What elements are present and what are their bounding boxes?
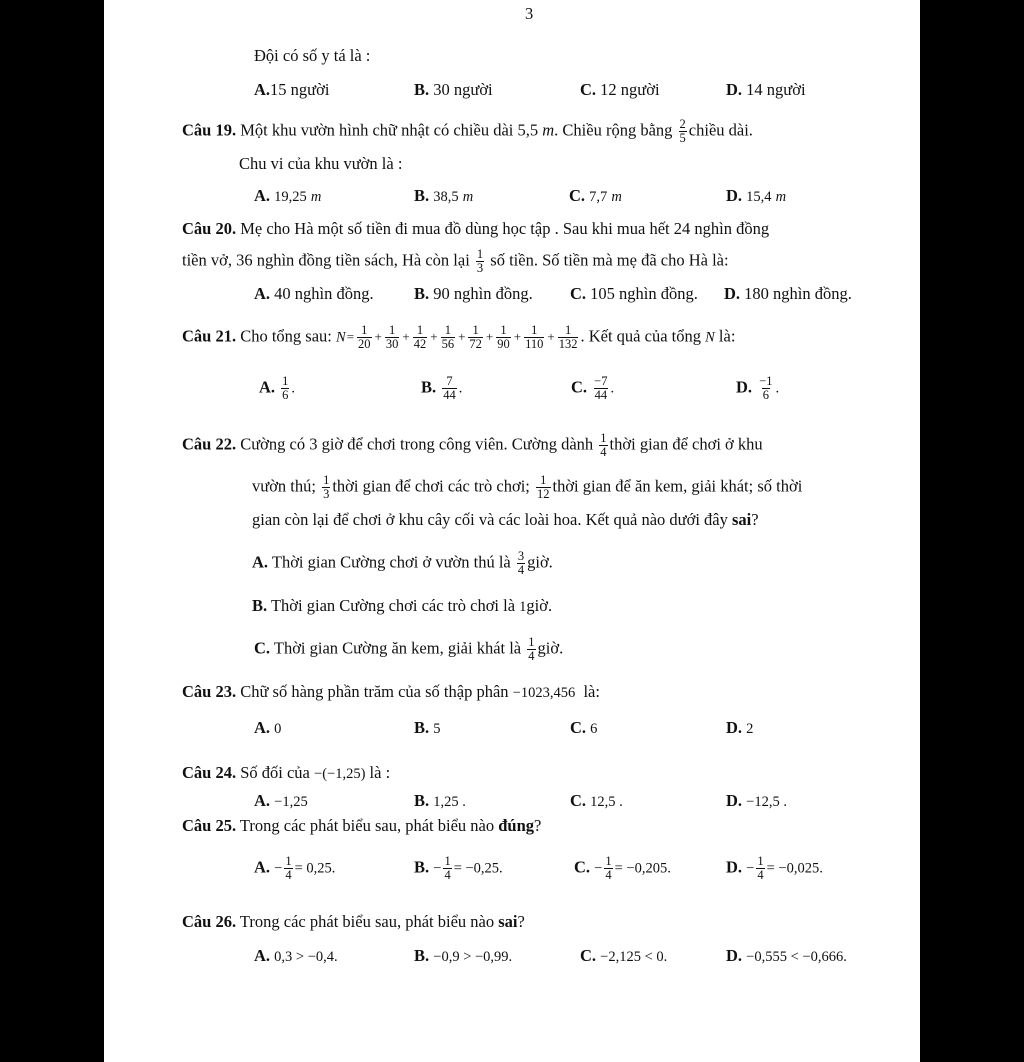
- q25-label: Câu 25.: [182, 816, 237, 835]
- intro-text: Đội có số y tá là :: [254, 46, 371, 65]
- q26-question: Câu 26. Trong các phát biểu sau, phát biểu nào sai?: [182, 912, 525, 931]
- q22-question-line2: vườn thú; $\frac{1}{3}$ thời gian để chơi các trò chơi; $\frac{1}{12}$ thời gian để ăn kem, giải khát; số thời: [252, 473, 803, 501]
- q24-option-d: D. −12,5 .: [726, 791, 787, 810]
- q26-option-b: B. −0,9 > −0,99.: [414, 946, 513, 965]
- q23-label: Câu 23.: [182, 682, 237, 701]
- q25-question: Câu 25. Trong các phát biểu sau, phát biểu nào đúng?: [182, 816, 542, 835]
- q21-option-d: D. $\frac{-1}{6}$ .: [736, 374, 780, 402]
- q19-option-a: A. 19,25 m: [254, 186, 322, 205]
- q23-question: Câu 23. Chữ số hàng phần trăm của số thập phân −1023,456 là:: [182, 682, 600, 701]
- q26-option-d: D. −0,555 < −0,666.: [726, 946, 847, 965]
- q20-option-b: B. 90 nghìn đồng.: [414, 284, 533, 303]
- q20-label: Câu 20.: [182, 219, 237, 238]
- q19-option-c: C. 7,7 m: [569, 186, 622, 205]
- q26-option-c: C. −2,125 < 0.: [580, 946, 668, 965]
- q24-option-b: B. 1,25 .: [414, 791, 466, 810]
- q24-label: Câu 24.: [182, 763, 237, 782]
- q18-option-c: C. 12 người: [580, 80, 660, 99]
- q21-label: Câu 21.: [182, 326, 237, 346]
- q26-label: Câu 26.: [182, 912, 237, 931]
- q24-option-a: A. −1,25: [254, 791, 308, 810]
- q23-option-c: C. 6: [570, 718, 598, 737]
- q20-option-a: A. 40 nghìn đồng.: [254, 284, 374, 303]
- q21-frac-5: $\frac{1}{72}$: [469, 323, 482, 351]
- q21-option-c: C. $\frac{-7}{44}$ .: [571, 374, 615, 402]
- document-page: [104, 0, 920, 1062]
- q22-option-c: C. Thời gian Cường ăn kem, giải khát là $\frac{1}{4}$ giờ.: [254, 635, 564, 663]
- q19-question: Câu 19. Một khu vườn hình chữ nhật có chiều dài 5,5 m. Chiều rộng bằng $\frac{2}{5}$ chiều dài.: [182, 117, 753, 145]
- q21-frac-7: $\frac{1}{110}$: [525, 323, 544, 351]
- q23-option-d: D. 2: [726, 718, 754, 737]
- q18-option-d: D. 14 người: [726, 80, 806, 99]
- q22-question-line1: Câu 22. Cường có 3 giờ để chơi trong công viên. Cường dành $\frac{1}{4}$ thời gian để chơi ở khu: [182, 431, 763, 459]
- q25-option-d: D. − $\frac{1}{4}$ = −0,025.: [726, 854, 823, 882]
- q21-frac-1: $\frac{1}{20}$: [358, 323, 371, 351]
- q21-question: Câu 21. Cho tổng sau: N= $\frac{1}{20}$ + $\frac{1}{30}$ + $\frac{1}{42}$ + $\frac{1}{56}$ + $\frac{1}{72}$ + $\frac{1}{90}$ + $\frac{1}{110}$ + $\frac{1}{132}$ . Kết quả của tổng N là:: [182, 323, 736, 351]
- page-number: 3: [525, 4, 534, 23]
- q19-fraction: $\frac{2}{5}$: [679, 117, 686, 145]
- q20-fraction: $\frac{1}{3}$: [476, 247, 484, 275]
- q25-option-a: A. − $\frac{1}{4}$ = 0,25.: [254, 854, 336, 882]
- q20-option-d: D. 180 nghìn đồng.: [724, 284, 852, 303]
- q21-option-a: A. $\frac{1}{6}$ .: [259, 374, 296, 402]
- q24-option-c: C. 12,5 .: [570, 791, 623, 810]
- q23-option-b: B. 5: [414, 718, 441, 737]
- q19-label: Câu 19.: [182, 120, 237, 140]
- q20-question-line1: Câu 20. Mẹ cho Hà một số tiền đi mua đồ dùng học tập . Sau khi mua hết 24 nghìn đồng: [182, 219, 770, 238]
- q22-label: Câu 22.: [182, 434, 237, 454]
- q21-frac-8: $\frac{1}{132}$: [558, 323, 578, 351]
- q20-option-c: C. 105 nghìn đồng.: [570, 284, 698, 303]
- q19-option-d: D. 15,4 m: [726, 186, 787, 205]
- q19-option-b: B. 38,5 m: [414, 186, 474, 205]
- q19-line2: Chu vi của khu vườn là :: [239, 154, 403, 173]
- q20-question-line2: tiền vở, 36 nghìn đồng tiền sách, Hà còn lại $\frac{1}{3}$ số tiền. Số tiền mà mẹ đã cho Hà là:: [182, 247, 729, 275]
- q25-option-b: B. − $\frac{1}{4}$ = −0,25.: [414, 854, 503, 882]
- q23-option-a: A. 0: [254, 718, 282, 737]
- q18-option-a: A.15 người: [254, 80, 330, 99]
- q24-question: Câu 24. Số đối của −(−1,25) là :: [182, 763, 391, 782]
- q26-option-a: A. 0,3 > −0,4.: [254, 946, 338, 965]
- q18-option-b: B. 30 người: [414, 80, 493, 99]
- q22-question-line3: gian còn lại để chơi ở khu cây cối và các loài hoa. Kết quả nào dưới đây sai?: [252, 510, 759, 529]
- q25-option-c: C. − $\frac{1}{4}$ = −0,205.: [574, 854, 671, 882]
- q22-option-a: A. Thời gian Cường chơi ở vườn thú là $\frac{3}{4}$ giờ.: [252, 549, 553, 577]
- q21-option-b: B. $\frac{7}{44}$ .: [421, 374, 463, 402]
- q21-frac-2: $\frac{1}{30}$: [385, 323, 399, 351]
- q21-frac-4: $\frac{1}{56}$: [441, 323, 455, 351]
- q22-option-b: B. Thời gian Cường chơi các trò chơi là 1giờ.: [252, 596, 553, 615]
- q21-frac-6: $\frac{1}{90}$: [497, 323, 510, 351]
- q21-frac-3: $\frac{1}{42}$: [413, 323, 427, 351]
